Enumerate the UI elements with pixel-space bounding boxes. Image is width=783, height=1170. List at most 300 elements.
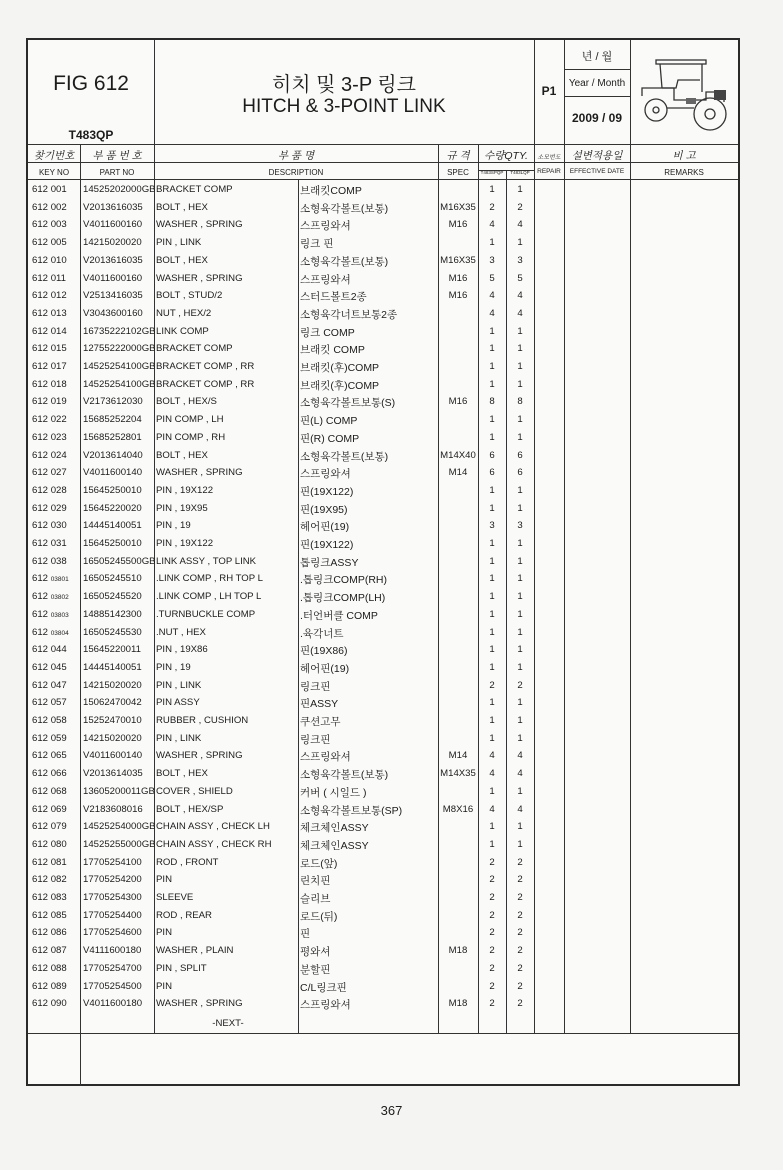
qty-b: 4 <box>517 803 523 815</box>
description-kr: .톱링크COMP(RH) <box>300 574 388 587</box>
part-no: 16735222102GB <box>83 325 156 337</box>
qty-b: 6 <box>517 449 523 461</box>
qty-a: 1 <box>489 378 495 390</box>
qty-b: 1 <box>517 591 523 603</box>
fig-prefix: 612 <box>32 679 49 691</box>
fig-prefix: 612 <box>32 644 49 656</box>
table-row <box>28 836 738 854</box>
qty-a: 1 <box>489 626 495 638</box>
key-suffix: 03801 <box>50 576 69 584</box>
title-korean: 히치 및 3-P 링크 <box>271 74 417 96</box>
col-repair-en: REPAIR <box>537 168 561 175</box>
qty-a: 2 <box>489 856 495 868</box>
qty-a: 1 <box>489 591 495 603</box>
spec: M14X35 <box>440 768 476 780</box>
table-row <box>28 340 738 358</box>
description-en: WASHER , SPRING <box>156 272 243 284</box>
table-row <box>28 429 738 447</box>
key-no <box>32 839 67 850</box>
key-no <box>32 644 67 655</box>
key-no <box>32 290 67 301</box>
key-no <box>32 998 67 1009</box>
description-en: PIN , 19X86 <box>156 644 208 656</box>
description-kr: 소형육각볼트(보통) <box>300 255 389 268</box>
description-kr: 핀(L) COMP <box>300 415 358 428</box>
description-en: WASHER , PLAIN <box>156 945 234 957</box>
table-row <box>28 694 738 712</box>
qty-a: 5 <box>489 272 495 284</box>
key-suffix: 058 <box>50 715 67 726</box>
table-row <box>28 199 738 217</box>
qty-a: 1 <box>489 821 495 833</box>
description-en: PIN , LINK <box>156 679 202 691</box>
key-suffix: 080 <box>50 838 67 850</box>
qty-b: 2 <box>517 945 523 957</box>
fig-prefix: 612 <box>32 361 49 372</box>
fig-prefix: 612 <box>32 343 49 355</box>
key-suffix: 002 <box>50 201 67 213</box>
key-no <box>32 981 67 992</box>
spec: M18 <box>448 945 468 957</box>
description-kr: 핀ASSY <box>300 698 339 711</box>
key-no <box>32 414 67 425</box>
key-no <box>32 343 67 354</box>
fig-prefix: 612 <box>32 732 49 744</box>
part-no: 14445140051 <box>83 661 142 673</box>
qty-a: 1 <box>489 608 495 620</box>
description-en: BOLT , HEX <box>156 449 208 461</box>
key-no <box>32 857 67 868</box>
key-suffix: 079 <box>50 821 67 833</box>
qty-b: 2 <box>517 909 523 921</box>
description-kr: 쿠션고무 <box>300 716 341 728</box>
description-en: PIN , 19X122 <box>156 538 214 549</box>
year-month-value: 2009 / 09 <box>571 111 623 125</box>
fig-prefix: 612 <box>32 254 49 266</box>
fig-prefix: 612 <box>32 856 49 868</box>
qty-b: 1 <box>517 184 523 195</box>
key-suffix: 082 <box>50 874 67 886</box>
description-kr: 소형육각볼트보통(S) <box>300 397 396 410</box>
qty-a: 2 <box>489 945 495 957</box>
fig-prefix: 612 <box>32 821 49 833</box>
qty-b: 2 <box>517 998 523 1010</box>
part-no: 15685252801 <box>83 431 142 443</box>
description-en: BOLT , HEX/SP <box>156 803 224 815</box>
qty-b: 1 <box>517 538 523 549</box>
qty-a: 1 <box>489 697 495 709</box>
part-no: 17705254500 <box>83 980 142 992</box>
key-suffix: 001 <box>50 184 67 195</box>
table-row <box>28 924 738 942</box>
qty-a: 1 <box>489 431 495 443</box>
part-no: V4011600140 <box>83 750 143 762</box>
key-suffix: 022 <box>50 414 67 426</box>
spec: M16X35 <box>440 201 476 213</box>
key-no <box>32 450 67 461</box>
description-kr: C/L링크핀 <box>300 981 347 994</box>
key-suffix: 013 <box>50 307 67 319</box>
key-suffix: 029 <box>50 502 67 514</box>
qty-b: 8 <box>517 396 523 408</box>
description-kr: 링크 핀 <box>300 238 334 251</box>
key-suffix: 065 <box>50 750 67 762</box>
description-kr: 로드(뒤) <box>300 910 338 923</box>
key-suffix: 069 <box>50 803 67 815</box>
description-en: PIN COMP , LH <box>156 414 224 426</box>
table-row <box>28 677 738 695</box>
table-row <box>28 323 738 341</box>
key-no <box>32 927 67 938</box>
fig-prefix: 612 <box>32 892 49 903</box>
fig-prefix: 612 <box>32 697 49 709</box>
key-suffix: 03803 <box>50 611 69 619</box>
key-no <box>32 361 67 372</box>
qty-a: 1 <box>489 715 495 726</box>
qty-b: 5 <box>517 272 523 284</box>
qty-b: 1 <box>517 715 523 726</box>
table-row <box>28 287 738 305</box>
qty-a: 1 <box>489 732 495 744</box>
col-qty-a: T483SPQP <box>480 170 504 175</box>
fig-prefix: 612 <box>32 502 49 514</box>
table-row <box>28 978 738 996</box>
table-row <box>28 783 738 801</box>
part-no: 17705254400 <box>83 909 142 921</box>
key-no <box>32 308 67 319</box>
footer-v-line <box>80 1033 81 1086</box>
description-kr: 헤어핀(19) <box>300 521 350 534</box>
key-suffix: 017 <box>50 361 67 372</box>
spec: M14 <box>448 750 468 762</box>
spec: M16 <box>448 290 468 302</box>
key-no <box>32 202 67 213</box>
part-no: 15645250010 <box>83 538 142 549</box>
table-row <box>28 535 738 553</box>
qty-b: 2 <box>517 679 523 691</box>
qty-a: 2 <box>489 874 495 886</box>
description-kr: 핀(19X95) <box>300 503 348 516</box>
description-kr: 핀(19X122) <box>300 485 354 498</box>
fig-prefix: 612 <box>32 980 49 992</box>
qty-a: 4 <box>489 768 495 780</box>
key-no <box>32 520 67 531</box>
description-kr: 링크핀 <box>300 680 331 693</box>
table-row <box>28 234 738 252</box>
key-no <box>32 485 67 496</box>
key-no <box>32 379 67 390</box>
description-kr: 분할핀 <box>300 963 331 976</box>
table-row <box>28 181 738 199</box>
part-no: 16505245530 <box>83 626 142 638</box>
description-en: .TURNBUCKLE COMP <box>156 608 256 620</box>
part-no: 17705254200 <box>83 874 142 886</box>
description-kr: 톱링크ASSY <box>300 556 359 569</box>
description-en: BOLT , HEX/S <box>156 396 217 408</box>
description-en: PIN , SPLIT <box>156 962 207 974</box>
description-kr: 브래킷(후)COMP <box>300 379 380 392</box>
col-repair-kr: 소모번도 <box>537 155 561 161</box>
qty-a: 6 <box>489 467 495 479</box>
table-row <box>28 624 738 642</box>
part-no: V2183608016 <box>83 803 143 815</box>
qty-b: 4 <box>517 219 523 231</box>
qty-a: 1 <box>489 838 495 850</box>
part-no: 15062470042 <box>83 697 142 709</box>
table-row <box>28 517 738 535</box>
key-suffix: 027 <box>50 467 67 479</box>
table-row <box>28 730 738 748</box>
ym-divider-1 <box>564 69 630 70</box>
year-month-label-en: Year / Month <box>568 78 626 89</box>
description-en: PIN <box>156 980 172 992</box>
qty-b: 1 <box>517 626 523 638</box>
key-no <box>32 556 67 567</box>
description-en: CHAIN ASSY , CHECK LH <box>156 821 270 833</box>
fig-prefix: 612 <box>32 272 49 284</box>
key-no <box>32 963 67 974</box>
description-en: PIN , 19X122 <box>156 484 214 496</box>
key-suffix: 087 <box>50 945 67 957</box>
page-label: P1 <box>541 84 557 98</box>
description-en: BOLT , HEX <box>156 254 208 266</box>
key-no <box>32 627 69 638</box>
table-row <box>28 818 738 836</box>
fig-prefix: 612 <box>32 307 49 319</box>
qty-a: 1 <box>489 343 495 355</box>
fig-prefix: 612 <box>32 962 49 974</box>
fig-prefix: 612 <box>32 909 49 921</box>
key-no <box>32 662 67 673</box>
fig-prefix: 612 <box>32 431 49 443</box>
qty-b: 1 <box>517 697 523 709</box>
col-spec-en: SPEC <box>447 168 469 177</box>
description-en: PIN <box>156 874 172 886</box>
part-no: V4011600180 <box>83 998 143 1010</box>
description-en: PIN <box>156 927 172 939</box>
figure-number: FIG 612 <box>53 72 129 95</box>
description-en: BRACKET COMP , RR <box>156 361 255 372</box>
fig-prefix: 612 <box>32 290 49 302</box>
col-rem-kr: 비 고 <box>672 150 696 162</box>
qty-a: 1 <box>489 184 495 195</box>
key-suffix: 085 <box>50 909 67 921</box>
table-row <box>28 606 738 624</box>
qty-b: 1 <box>517 785 523 797</box>
fig-prefix: 612 <box>32 945 49 957</box>
col-part-kr: 부 품 번 호 <box>92 150 142 162</box>
description-en: PIN , 19X95 <box>156 502 208 514</box>
model-code: T483QP <box>68 128 114 142</box>
key-no <box>32 219 67 230</box>
year-month-label-kr: 년 / 월 <box>581 51 613 63</box>
key-no <box>32 697 67 708</box>
qty-b: 1 <box>517 484 523 496</box>
description-kr: 소형육각너트보통2종 <box>300 308 398 321</box>
key-no <box>32 609 69 620</box>
col-rem-en: REMARKS <box>664 168 704 177</box>
description-en: BRACKET COMP <box>156 184 233 195</box>
col-key-kr: 찾기번호 <box>33 150 75 162</box>
spec: M14X40 <box>440 449 476 461</box>
part-no: 14215020020 <box>83 679 142 691</box>
fig-prefix: 612 <box>32 608 49 620</box>
description-en: PIN , LINK <box>156 237 202 249</box>
qty-a: 1 <box>489 325 495 337</box>
fig-prefix: 612 <box>32 396 49 408</box>
fig-prefix: 612 <box>32 201 49 213</box>
fig-prefix: 612 <box>32 998 49 1010</box>
part-no: 14445140051 <box>83 520 142 532</box>
description-kr: 소형육각볼트(보통) <box>300 450 389 463</box>
part-no: 15645220020 <box>83 502 142 514</box>
fig-prefix: 612 <box>32 785 49 797</box>
key-suffix: 030 <box>50 520 67 532</box>
key-suffix: 015 <box>50 343 67 355</box>
table-row <box>28 659 738 677</box>
qty-b: 1 <box>517 644 523 656</box>
fig-prefix: 612 <box>32 520 49 532</box>
qty-b: 1 <box>517 378 523 390</box>
description-kr: .톱링크COMP(LH) <box>300 592 386 605</box>
key-no <box>32 273 66 284</box>
description-kr: 커버 ( 시일드 ) <box>300 786 367 799</box>
description-en: BRACKET COMP <box>156 343 233 355</box>
table-row <box>28 942 738 960</box>
fig-prefix: 612 <box>32 484 49 496</box>
table-row <box>28 801 738 819</box>
qty-a: 4 <box>489 750 495 762</box>
key-suffix: 024 <box>50 449 67 461</box>
description-kr: 핀(19X86) <box>300 645 348 658</box>
qty-b: 1 <box>517 608 523 620</box>
key-no <box>32 591 69 602</box>
description-en: BOLT , STUD/2 <box>156 290 223 302</box>
qty-a: 2 <box>489 980 495 992</box>
qty-b: 4 <box>517 307 523 319</box>
col-eff-en: EFFECTIVE DATE <box>569 168 625 175</box>
description-en: LINK ASSY , TOP LINK <box>156 555 257 567</box>
description-en: .LINK COMP , RH TOP L <box>156 573 263 585</box>
description-kr: 핀(19X122) <box>300 539 354 551</box>
key-suffix: 031 <box>50 538 67 549</box>
description-kr: 소형육각볼트(보통) <box>300 769 389 782</box>
key-suffix: 014 <box>50 325 67 337</box>
key-no <box>32 255 67 266</box>
description-kr: 스프링와셔 <box>300 468 351 481</box>
key-suffix: 059 <box>50 732 67 744</box>
table-row <box>28 216 738 234</box>
qty-a: 1 <box>489 538 495 549</box>
part-no: V4111600180 <box>83 945 142 957</box>
fig-prefix: 612 <box>32 715 49 726</box>
key-suffix: 005 <box>50 237 67 249</box>
fig-prefix: 612 <box>32 768 49 780</box>
qty-b: 1 <box>517 431 523 443</box>
qty-b: 1 <box>517 821 523 833</box>
part-no: 14525254100GB <box>83 378 156 390</box>
description-kr: 링크핀 <box>300 733 331 746</box>
key-suffix: 083 <box>50 892 67 903</box>
description-en: .LINK COMP , LH TOP L <box>156 591 262 603</box>
table-row <box>28 358 738 376</box>
part-no: V2013614035 <box>83 768 143 780</box>
col-spec-kr: 규 격 <box>446 150 470 162</box>
fig-prefix: 612 <box>32 838 49 850</box>
qty-b: 6 <box>517 467 523 479</box>
fig-prefix: 612 <box>32 414 49 426</box>
spec: M16 <box>448 272 468 284</box>
qty-b: 2 <box>517 874 523 886</box>
fig-prefix: 612 <box>32 874 49 886</box>
description-kr: 소형육각볼트(보통) <box>300 202 389 215</box>
key-no <box>32 432 67 443</box>
part-no: V2013616035 <box>83 254 143 266</box>
description-en: WASHER , SPRING <box>156 750 243 762</box>
qty-b: 2 <box>517 856 523 868</box>
qty-a: 1 <box>489 555 495 567</box>
qty-a: 2 <box>489 927 495 939</box>
key-suffix: 090 <box>50 998 67 1010</box>
spec: M14 <box>448 467 468 479</box>
description-en: SLEEVE <box>156 892 194 903</box>
fig-prefix: 612 <box>32 573 49 585</box>
description-kr: 핀(R) COMP <box>300 432 360 445</box>
key-no <box>32 715 67 726</box>
key-no <box>32 821 67 832</box>
spec: M16X35 <box>440 254 476 266</box>
description-kr: 평와셔 <box>300 946 331 959</box>
key-no <box>32 910 67 921</box>
description-en: RUBBER , CUSHION <box>156 715 249 726</box>
fig-prefix: 612 <box>32 325 49 337</box>
part-no: V4011600160 <box>83 272 143 284</box>
description-en: CHAIN ASSY , CHECK RH <box>156 838 272 850</box>
key-suffix: 023 <box>50 431 67 443</box>
fig-prefix: 612 <box>32 555 49 567</box>
fig-prefix: 612 <box>32 591 49 603</box>
description-kr: 브래킷(후)COMP <box>300 362 380 374</box>
description-en: WASHER , SPRING <box>156 219 243 231</box>
col-desc-kr: 부 품 명 <box>277 150 315 162</box>
key-suffix: 068 <box>50 785 67 797</box>
description-en: WASHER , SPRING <box>156 998 243 1010</box>
key-suffix: 010 <box>50 254 67 266</box>
qty-a: 1 <box>489 661 495 673</box>
col-part-en: PART NO <box>99 168 135 177</box>
next-marker: -NEXT- <box>212 1018 244 1029</box>
key-suffix: 028 <box>50 484 67 496</box>
key-suffix: 089 <box>50 980 67 992</box>
table-row <box>28 411 738 429</box>
key-no <box>32 892 67 903</box>
qty-a: 4 <box>489 307 495 319</box>
table-row <box>28 553 738 571</box>
qty-b: 1 <box>517 573 523 585</box>
key-suffix: 088 <box>50 962 67 974</box>
part-no: 16505245520 <box>83 591 142 603</box>
key-suffix: 066 <box>50 768 67 780</box>
key-no <box>32 680 67 691</box>
description-kr: 스프링와셔 <box>300 999 351 1012</box>
description-en: .NUT , HEX <box>156 626 206 638</box>
col-key-en: KEY NO <box>38 168 70 177</box>
part-no: V2173612030 <box>83 396 143 408</box>
hdr-v4 <box>630 40 631 144</box>
description-kr: 체크체인ASSY <box>300 822 369 835</box>
description-en: ROD , REAR <box>156 909 212 921</box>
part-no: V3043600160 <box>83 307 143 319</box>
